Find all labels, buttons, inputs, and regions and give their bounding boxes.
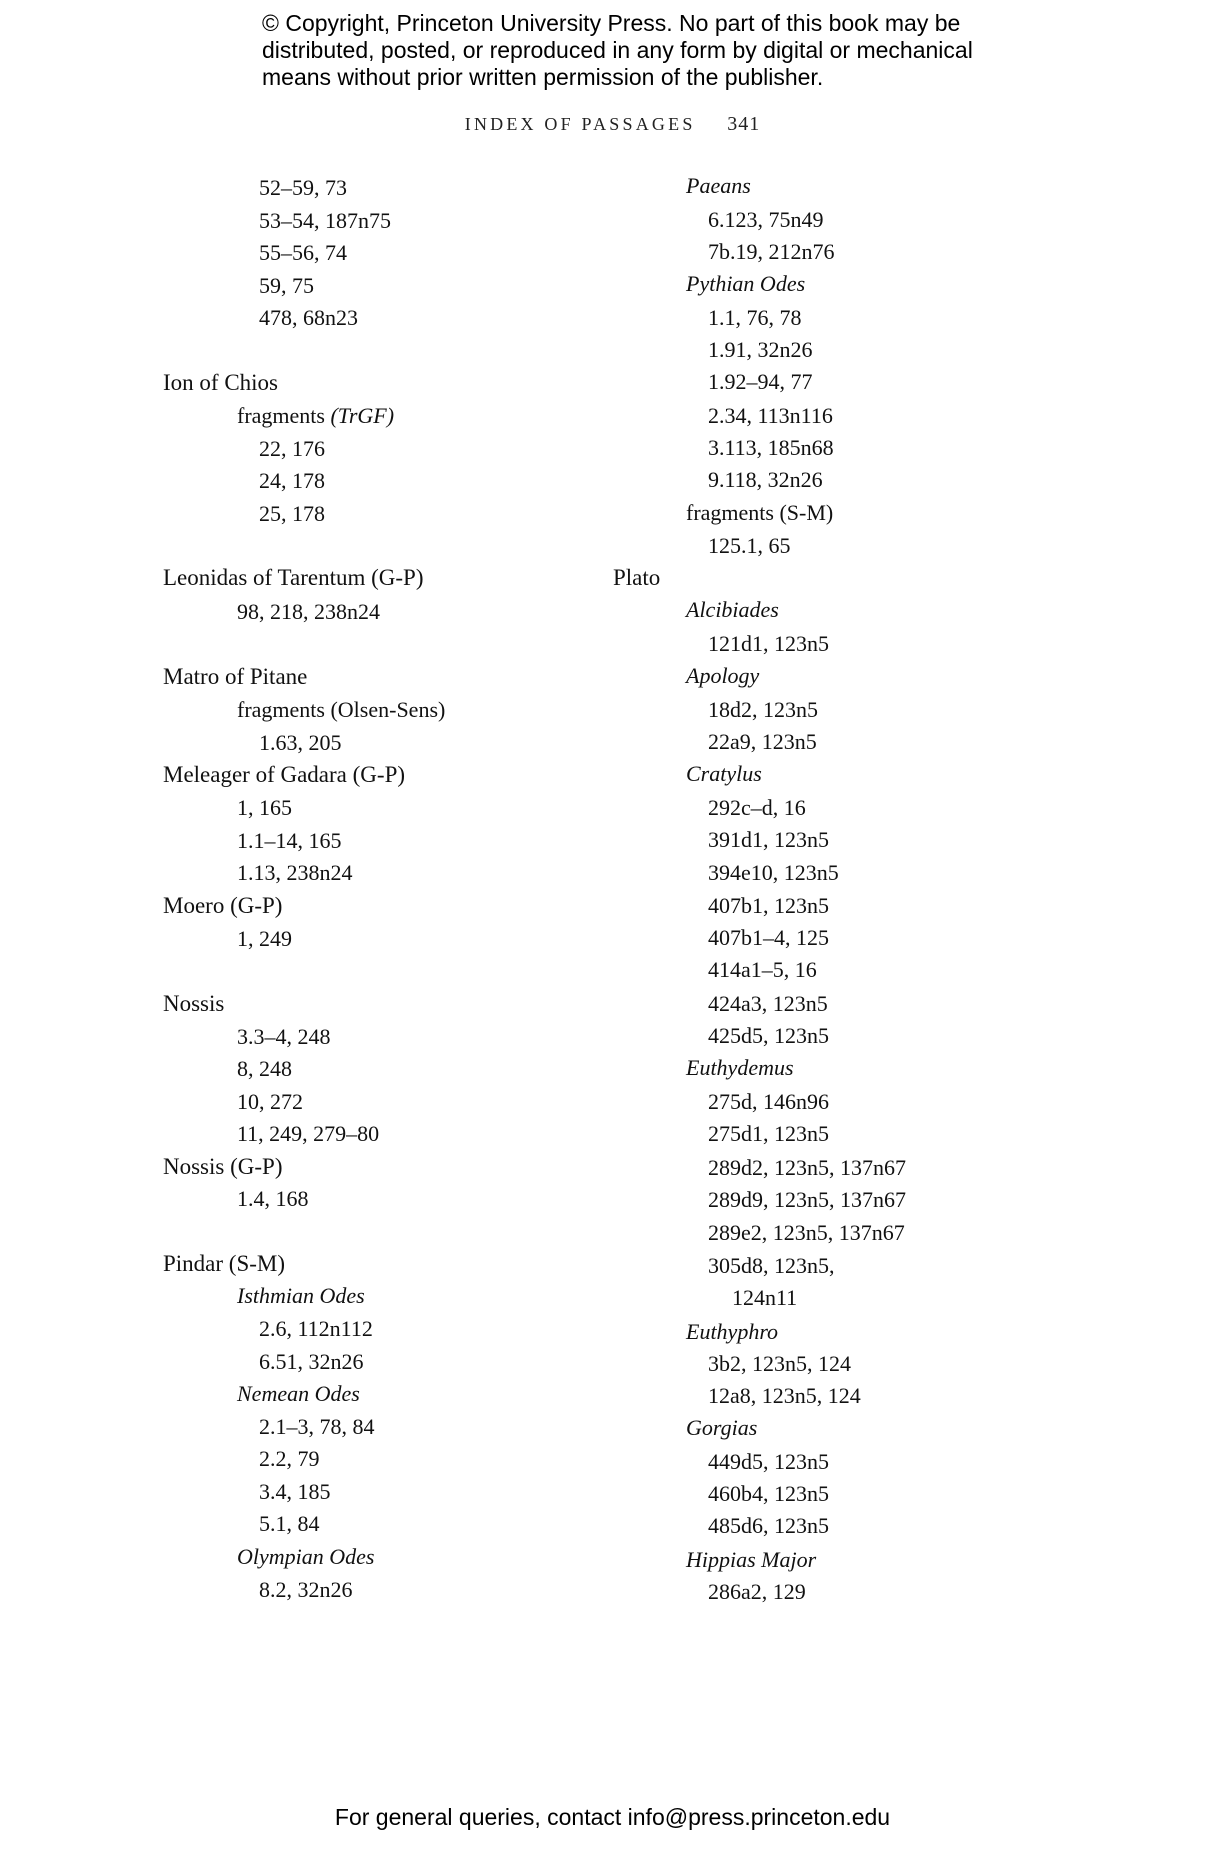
index-entry: 449d5, 123n5 [708,1449,829,1474]
index-entry: 25, 178 [259,501,325,526]
index-entry: 1.4, 168 [237,1186,309,1211]
index-entry: fragments (TrGF) [237,403,395,428]
index-entry: 1.63, 205 [259,730,342,755]
index-entry: 414a1–5, 16 [708,957,817,982]
index-entry: 460b4, 123n5 [708,1481,829,1506]
index-entry: 8, 248 [237,1056,292,1081]
index-heading: Pindar (S-M) [163,1251,286,1276]
index-entry: 394e10, 123n5 [708,860,839,885]
index-entry: 425d5, 123n5 [708,1023,829,1048]
index-work-title: Cratylus [686,761,762,786]
index-entry: 8.2, 32n26 [259,1577,353,1602]
running-head-title: INDEX OF PASSAGES [464,114,696,134]
index-entry: 305d8, 123n5, [708,1253,835,1278]
copyright-line-1: © Copyright, Princeton University Press. No part of this book may be [262,10,961,36]
index-entry: 1, 249 [237,926,292,951]
index-entry: 289d2, 123n5, 137n67 [708,1155,906,1180]
index-entry: fragments (Olsen-Sens) [237,697,446,722]
index-work-title: Alcibiades [686,597,779,622]
index-entry: 1.1, 76, 78 [708,305,802,330]
page-number: 341 [727,113,761,135]
index-heading: Leonidas of Tarentum (G-P) [163,565,424,590]
index-entry: 391d1, 123n5 [708,827,829,852]
index-heading: Meleager of Gadara (G-P) [163,762,406,787]
index-entry: 6.51, 32n26 [259,1349,364,1374]
index-heading: Moero (G-P) [163,893,283,918]
index-entry: 22a9, 123n5 [708,729,817,754]
index-entry: 407b1–4, 125 [708,925,829,950]
index-work-title: Euthydemus [686,1055,794,1080]
index-entry: 12a8, 123n5, 124 [708,1383,861,1408]
index-entry: 11, 249, 279–80 [237,1121,380,1146]
index-entry: 125.1, 65 [708,533,791,558]
index-entry: 5.1, 84 [259,1511,320,1536]
index-entry: 2.34, 113n116 [708,403,833,428]
index-work-title: Apology [686,663,760,688]
index-entry: 18d2, 123n5 [708,697,818,722]
index-entry: 121d1, 123n5 [708,631,829,656]
index-heading: Nossis (G-P) [163,1154,283,1179]
index-entry: 2.2, 79 [259,1446,320,1471]
index-entry: 289d9, 123n5, 137n67 [708,1187,906,1212]
index-entry: 3.113, 185n68 [708,435,834,460]
index-entry: 124n11 [732,1285,798,1310]
index-entry: 3.4, 185 [259,1479,331,1504]
index-work-title: Paeans [686,173,751,198]
index-entry: 24, 178 [259,468,325,493]
index-entry: 289e2, 123n5, 137n67 [708,1220,905,1245]
index-entry: 275d1, 123n5 [708,1121,829,1146]
index-entry: 55–56, 74 [259,240,347,265]
index-work-title: Pythian Odes [686,271,806,296]
index-heading: Ion of Chios [163,370,278,395]
index-entry: 59, 75 [259,273,314,298]
index-entry: fragments (S-M) [686,500,834,525]
index-entry: 9.118, 32n26 [708,467,823,492]
index-entry: 2.6, 112n112 [259,1316,373,1341]
footer-contact: For general queries, contact info@press.princeton.edu [334,1804,891,1830]
index-work-title: Isthmian Odes [237,1283,365,1308]
index-entry: 7b.19, 212n76 [708,239,835,264]
index-entry: 275d, 146n96 [708,1089,829,1114]
index-entry: 2.1–3, 78, 84 [259,1414,375,1439]
index-work-title: Nemean Odes [237,1381,360,1406]
index-entry: 1.13, 238n24 [237,860,353,885]
index-entry: 292c–d, 16 [708,795,806,820]
index-work-title: Gorgias [686,1415,758,1440]
index-entry: 3.3–4, 248 [237,1024,331,1049]
index-heading: Matro of Pitane [163,664,308,689]
index-entry: 6.123, 75n49 [708,207,824,232]
index-entry: 1.91, 32n26 [708,337,813,362]
index-entry: 1, 165 [237,795,292,820]
index-work-title: Hippias Major [686,1547,817,1572]
index-heading: Plato [613,565,661,590]
copyright-line-2: distributed, posted, or reproduced in any form by digital or mechanical [262,37,973,63]
index-entry: 22, 176 [259,436,325,461]
index-entry: 478, 68n23 [259,305,358,330]
index-entry: 98, 218, 238n24 [237,599,380,624]
index-entry: 1.92–94, 77 [708,369,813,394]
index-entry: 424a3, 123n5 [708,991,828,1016]
index-entry: 52–59, 73 [259,175,347,200]
copyright-line-3: means without prior written permission of the publisher. [262,64,824,90]
index-entry: 10, 272 [237,1089,303,1114]
index-entry: 407b1, 123n5 [708,893,829,918]
index-heading: Nossis [163,991,225,1016]
index-entry: 53–54, 187n75 [259,208,391,233]
index-entry: 1.1–14, 165 [237,828,342,853]
index-entry: 286a2, 129 [708,1579,806,1604]
index-entry: 3b2, 123n5, 124 [708,1351,851,1376]
index-work-title: Olympian Odes [237,1544,375,1569]
index-entry: 485d6, 123n5 [708,1513,829,1538]
index-work-title: Euthyphro [686,1319,779,1344]
